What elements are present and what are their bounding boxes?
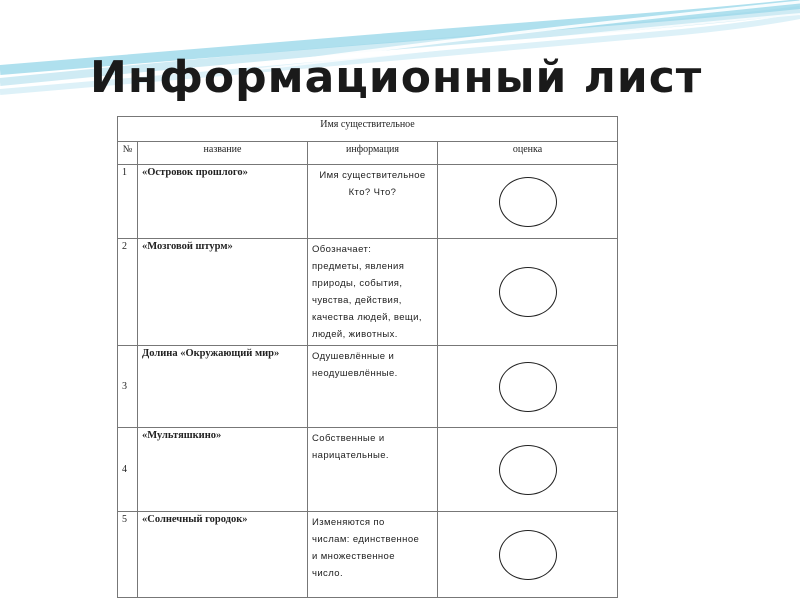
row-number: 5 — [118, 512, 138, 598]
info-line: Собственные и — [312, 433, 385, 444]
row-info — [308, 512, 438, 598]
grade-circle[interactable] — [499, 530, 557, 580]
info-line: Кто? Что? — [348, 187, 397, 198]
table-row — [118, 239, 618, 346]
table-caption: Имя существительное — [118, 117, 618, 142]
column-header-info: информация — [308, 142, 438, 165]
table-row — [118, 165, 618, 239]
info-line: предметы, явления — [312, 261, 405, 272]
table-header-row — [118, 142, 618, 165]
column-header-number: № — [118, 142, 138, 165]
row-name: «Мультяшкино» — [138, 428, 308, 512]
info-line: людей, животных. — [312, 329, 398, 340]
row-info — [308, 346, 438, 428]
info-line: число. — [312, 568, 343, 579]
info-line: нарицательные. — [312, 450, 389, 461]
row-number: 2 — [118, 239, 138, 346]
row-info — [308, 165, 438, 239]
grade-cell — [438, 428, 618, 512]
table-row — [118, 428, 618, 512]
info-line: и множественное — [312, 551, 395, 562]
grade-cell — [438, 346, 618, 428]
grade-cell — [438, 165, 618, 239]
page-title: Информационный лист — [90, 52, 703, 103]
grade-circle[interactable] — [499, 445, 557, 495]
grade-circle[interactable] — [499, 177, 557, 227]
row-number: 1 — [118, 165, 138, 239]
row-number: 4 — [118, 428, 138, 512]
info-line: Имя существительное — [319, 170, 426, 181]
column-header-name: название — [138, 142, 308, 165]
row-info — [308, 239, 438, 346]
info-line: Одушевлённые и — [312, 351, 395, 362]
grade-circle[interactable] — [499, 362, 557, 412]
grade-circle[interactable] — [499, 267, 557, 317]
info-line: неодушевлённые. — [312, 368, 398, 379]
grade-cell — [438, 512, 618, 598]
column-header-grade: оценка — [438, 142, 618, 165]
info-line: числам: единственное — [312, 534, 420, 545]
info-line: Изменяются по — [312, 517, 385, 528]
table-row — [118, 512, 618, 598]
info-line: качества людей, вещи, — [312, 312, 422, 323]
info-line: природы, события, — [312, 278, 403, 289]
info-line: Обозначает: — [312, 244, 372, 255]
grade-cell — [438, 239, 618, 346]
info-table — [117, 116, 618, 598]
row-name: «Мозговой штурм» — [138, 239, 308, 346]
table-row — [118, 346, 618, 428]
row-name: Долина «Окружающий мир» — [138, 346, 308, 428]
table-caption-row — [118, 117, 618, 142]
row-name: «Солнечный городок» — [138, 512, 308, 598]
info-line: чувства, действия, — [312, 295, 402, 306]
row-info — [308, 428, 438, 512]
row-number: 3 — [118, 346, 138, 428]
row-name: «Островок прошлого» — [138, 165, 308, 239]
